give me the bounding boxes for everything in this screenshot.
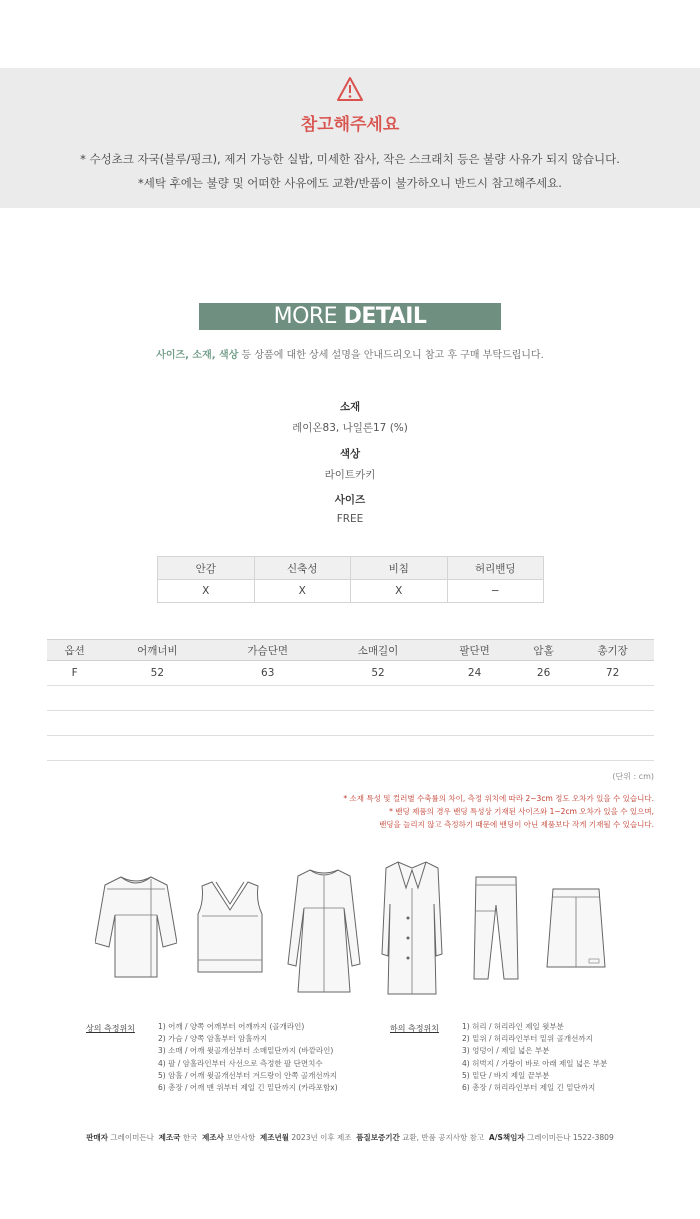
table-row-empty (47, 711, 654, 736)
feature-value: X (254, 580, 351, 603)
size-header: 옵션 (47, 640, 102, 661)
list-item: 6) 총장 / 어깨 맨 위부터 제일 긴 밑단까지 (카라포함x) (158, 1083, 338, 1093)
spec-material-label: 소재 (339, 401, 361, 413)
coat-illustration (380, 858, 444, 998)
measure-bottom-list (462, 1021, 607, 1094)
more-detail-banner (199, 303, 501, 330)
list-item: 4) 팔 / 암홀라인부터 사선으로 측정한 팔 단면치수 (158, 1058, 323, 1068)
footer-as: 그레이미든나 1522-3809 (526, 1133, 614, 1142)
size-header: 팔단면 (433, 640, 516, 661)
feature-header-row (158, 557, 544, 580)
size-note-3: 밴딩을 늘리지 않고 측정하기 때문에 밴딩이 아닌 제품보다 작게 기재될 수 있습니다. (379, 820, 654, 829)
size-cell: 63 (213, 661, 323, 686)
size-header: 총기장 (571, 640, 654, 661)
list-item: 5) 밑단 / 바지 제일 끝부분 (462, 1070, 550, 1080)
footer-date-label: 제조년월 (260, 1133, 289, 1142)
garment-illustrations (0, 850, 700, 1010)
footer-maker: 보안사항 (226, 1133, 256, 1142)
measure-top-list (158, 1021, 338, 1094)
footer-seller-label: 판매자 (86, 1133, 109, 1142)
feature-value-row (158, 580, 544, 603)
product-info-footer (0, 1132, 700, 1143)
list-item: 2) 밑위 / 허리라인부터 밑위 골개선까지 (462, 1034, 593, 1044)
size-header: 소매길이 (323, 640, 433, 661)
spec-material-value: 레이온83, 나일론17 (%) (292, 422, 408, 434)
feature-header: 안감 (158, 557, 255, 580)
size-cell: 52 (102, 661, 212, 686)
size-table (47, 639, 654, 761)
footer-seller: 그레이미든나 (110, 1133, 154, 1142)
banner-thin-text: MORE (273, 304, 344, 329)
vest-illustration (196, 880, 264, 975)
footer-date: 2023년 이후 제조 (291, 1133, 352, 1142)
footer-origin: 한국 (182, 1133, 198, 1142)
feature-header: 비침 (351, 557, 448, 580)
list-item: 2) 가슴 / 양쪽 암홀부터 암홀까지 (158, 1034, 268, 1044)
notice-box (0, 68, 700, 208)
footer-warranty: 교환, 반품 공지사항 참고 (402, 1133, 485, 1142)
spec-material (0, 399, 700, 435)
size-header: 어깨너비 (102, 640, 212, 661)
skirt-illustration (545, 887, 607, 971)
spec-color (0, 446, 700, 482)
feature-header: 허리밴딩 (447, 557, 544, 580)
size-note-1: * 소재 특성 및 컬러별 수축률의 차이, 측정 위치에 따라 2~3cm 정도 오차가 있을 수 있습니다. (343, 794, 654, 803)
list-item: 3) 소매 / 어깨 윗골개선부터 소매밑단까지 (바깥라인) (158, 1046, 334, 1056)
size-header: 암홀 (516, 640, 571, 661)
spec-color-value: 라이트카키 (324, 469, 376, 481)
feature-table (157, 556, 544, 603)
feature-header: 신축성 (254, 557, 351, 580)
size-cell: 24 (433, 661, 516, 686)
dress-illustration (286, 868, 362, 996)
table-row (47, 661, 654, 686)
spec-size (0, 492, 700, 525)
list-item: 3) 엉덩이 / 제일 넓은 부분 (462, 1046, 550, 1056)
size-cell: 72 (571, 661, 654, 686)
notice-title: 참고해주세요 (300, 115, 400, 135)
spec-color-label: 색상 (339, 448, 361, 460)
feature-value: − (447, 580, 544, 603)
measure-top-title: 상의 측정위치 (86, 1024, 135, 1033)
intro-rest: 등 상품에 대한 상세 설명을 안내드리오니 참고 후 구매 부탁드립니다. (238, 350, 544, 361)
tshirt-illustration (95, 875, 177, 980)
footer-as-label: A/S책임자 (488, 1133, 525, 1142)
footer-origin-label: 제조국 (158, 1133, 181, 1142)
size-header: 가슴단면 (213, 640, 323, 661)
footer-warranty-label: 품질보증기간 (356, 1133, 400, 1142)
list-item: 6) 총장 / 허리라인부터 제일 긴 밑단까지 (462, 1083, 596, 1093)
spec-size-label: 사이즈 (334, 494, 366, 506)
list-item: 4) 허벅지 / 가랑이 바로 아래 제일 넓은 부분 (462, 1058, 608, 1068)
feature-value: X (158, 580, 255, 603)
measure-bottom-title: 하의 측정위치 (390, 1024, 439, 1033)
warning-triangle-icon (336, 76, 364, 102)
footer-maker-label: 제조사 (202, 1133, 224, 1142)
intro-text (0, 346, 700, 361)
notice-line-2: *세탁 후에는 불량 및 어떠한 사유에도 교환/반품이 불가하오니 반드시 참고해주세요. (138, 176, 562, 190)
unit-label: (단위 : cm) (612, 772, 654, 781)
list-item: 5) 암홀 / 어깨 윗골개선부터 겨드랑이 안쪽 골개선까지 (158, 1070, 338, 1080)
table-row-empty (47, 736, 654, 761)
feature-value: X (351, 580, 448, 603)
pants-illustration (472, 875, 520, 983)
list-item: 1) 어깨 / 양쪽 어깨부터 어깨까지 (골개라인) (158, 1022, 305, 1031)
size-cell: 52 (323, 661, 433, 686)
intro-highlight: 사이즈, 소재, 색상 (156, 350, 239, 361)
table-row-empty (47, 686, 654, 711)
size-note-2: * 밴딩 제품의 경우 밴딩 특성상 기재된 사이즈와 1~2cm 오차가 있을 수 있으며, (389, 807, 654, 816)
size-cell: 26 (516, 661, 571, 686)
banner-bold-text: DETAIL (343, 304, 427, 329)
size-cell: F (47, 661, 102, 686)
list-item: 1) 허리 / 허리라인 제일 윗부분 (462, 1022, 564, 1031)
notice-line-1: * 수성초크 자국(블루/핑크), 제거 가능한 실밥, 미세한 잡사, 작은 스크래치 등은 불량 사유가 되지 않습니다. (80, 152, 620, 166)
spec-size-value: FREE (336, 513, 364, 525)
size-header-row (47, 640, 654, 661)
